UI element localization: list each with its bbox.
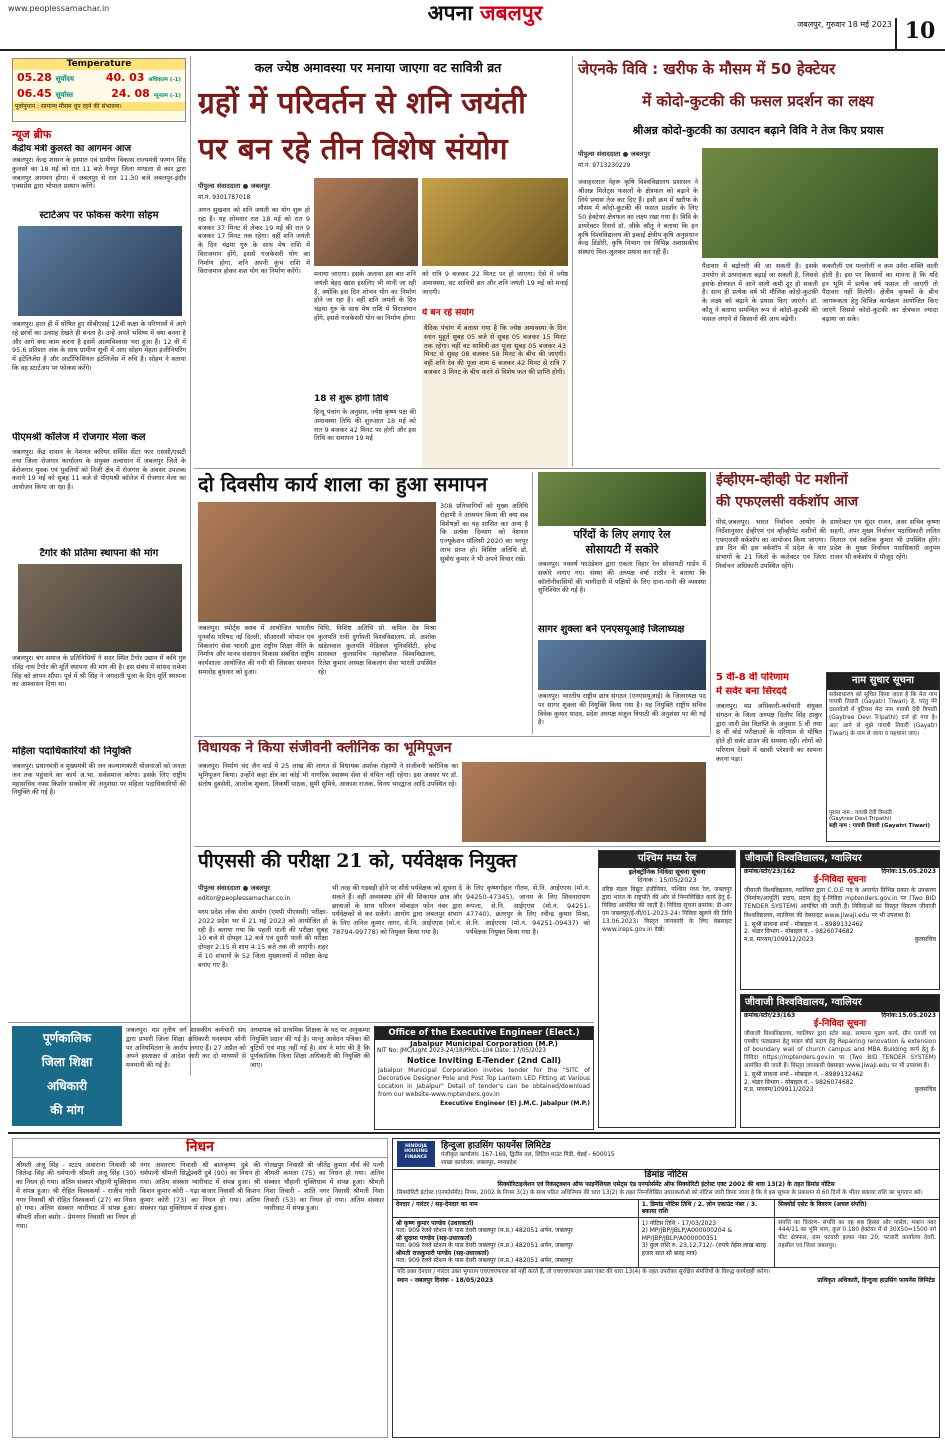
nidhan-title: निधन [13, 1139, 387, 1158]
hinduja-row-3-name: श्रीमती राजकुमारी पाण्डेय (सह-उधारकर्ता) [396, 1249, 490, 1257]
sunrise-label: सूर्योदय [55, 75, 75, 84]
vat-mobile: मो.नं. 9301787018 [198, 194, 251, 201]
section-divider [8, 1022, 594, 1023]
hinduja-row-3-addr: पता: 909 रेलवे स्टेशन के पास देवरी जबलपुर (म.प्र.) 482051 अर्पन, जबलपुर [396, 1257, 573, 1265]
clinic-photo [462, 762, 706, 842]
temperature-title: Temperature [13, 59, 185, 70]
shani-dev-illustration [422, 178, 568, 266]
hinduja-place: स्थान - जबलपुर दिनांक - 18/05/2023 [397, 1277, 494, 1285]
deo-line-4: की मांग [50, 1103, 84, 1117]
jiwaji-1-contact-2: 2. भंडार विभाग - मोबाइल नं. - 9826074682 [744, 928, 854, 936]
deo-box [12, 1026, 122, 1126]
jnkvv-kicker [578, 60, 938, 86]
nidhan-col-1: श्रीमती अंजू सिंह - स्टटप अवाराना निवासी श्री जितेन्द्र सिंह की धर्मपत्नी श्रीमती अंजू सिंह (30) का निधन हो गया। अंतिम संस्कार चौहानी मुक्तिधाम में संपन्न हुआ। श्री रोहित विश्वकर्मा - राजीव गांधी नगर निवासी श्री रोहित विश्वकर्मा (27) का निधन हो गया। अंतिम संस्कार ग्वारीघाट में संपन्न हुआ। श्रीमती शीला बसोर - प्रेमनगर निवासी का निधन हो गया। [16, 1160, 136, 1230]
jiwaji-2-title: जीवाजी विश्वविद्यालय, ग्वालियर [741, 995, 939, 1012]
millet-field-photo [702, 148, 938, 258]
sunset-time: 06.45 [17, 87, 52, 100]
evm-headline-2: की एफएलसी वर्कशॉप आज [716, 494, 859, 510]
hinduja-footer: यदि उक्त देनदार / गारंटर उक्त भुगतान एचएचएफएल को नहीं करते हैं, तो एचएचएफएल उक्त एक्ट की धारा 13(4) के तहत उपरोक्त सुरक्षित संपत्तियों के विरुद्ध कार्यवाही करेगा। [393, 1267, 939, 1278]
hinduja-row-1-addr: पता: 909 रेलवे स्टेशन के पास देवरी जबलपुर (म.प्र.) 482051 अर्पन, जबलपुर [396, 1227, 573, 1235]
jnkvv-headline: में कोदो-कुटकी की फसल प्रदर्शन का लक्ष्य [642, 92, 874, 110]
header-divider [0, 49, 945, 51]
nidhan-col-2: नगर अवतरण निवासी श्री बालकृष्ण दुबे की धर्मपत्नी श्रीमती सिद्धेश्वरी दुबे (90) का निधन हो गया। अंतिम संस्कार ग्वारीघाट में संपन्न हुआ। श्री किशन कुमार कोरी - गढ़ा बाजार निवासी श्री किशन कुमार कोरी (73) का निधन हो गया। अंतिम संस्कार गढ़ा मुक्तिधाम में संपन्न हुआ। [140, 1160, 260, 1213]
jnkvv-text-2: पैदावार में बढ़ोत्तरी की जा सकती है। इसके उपयोग से उत्पादकता बढ़ाई जा सकती है, जिससे इसके क्षेत्रफल में आने वाली कमी दूर हो सकती है। साथ ही प्रत्येक वर्ष भी मौलिक कोदो-कुटकी के लक्ष्य को बढ़ाने के प्रयास किए जाएंगे। डॉ. कौतू ने बताया समन्वित रूप से कोदो-कुटकी की फसल लगाने से किसानों की आय बढ़ेगी। [702, 262, 818, 323]
jiwaji-2-text: जीवाजी विश्वविद्यालय, ग्वालियर द्वारा स्टोर कक्ष, सामान्य मुद्रण कार्य, ग्रीन एनर्जी एवं एमबीए पाठ्यक्रम हेतु साइन बोर्ड प्रदाय हेतु Repairing renovation & extension of boundary wall of church campus and MBA Building कार्य हेतु ई-निविदा https://mptenders.gov.in पर (Two BID TENDER SYSTEM) आमंत्रित की जाती हैं। विस्तृत जानकारी वेबसाइट www.JiwaJi.edu पर भी उपलब्ध है। [744, 1031, 936, 1069]
nsui-headline: सागर शुक्ला बने एनएसयूआई जिलाध्यक्ष [538, 624, 685, 635]
nidhan-section [12, 1138, 388, 1438]
section-divider [194, 736, 710, 737]
jiwaji-2-ref-no: म.प्र. माध्यम/109911/2023 [744, 1086, 814, 1094]
railway-subtitle: इलेक्ट्रॉनिक निविदा सूचना सूचना [628, 867, 706, 876]
name-change-old: पुराना नाम : गायत्री देवी त्रिपाठी [829, 809, 892, 816]
news-brief-title: न्यूज ब्रीफ [12, 128, 52, 141]
nsui-text: जबलपुर। भारतीय राष्ट्रीय छात्र संगठन (एनएसयूआई) के जिलाध्यक्ष पद पर सागर शुक्ला की नियुक्ति किया गया है। यह नियुक्ति राष्ट्रीय सचिव विवेक कुमार यादव, प्रदेश अध्यक्ष मंजुल त्रिपाठी की अनुशंसा पर की गई है। [538, 692, 706, 727]
workshop-text-1: जबलपुर। स्पोर्ट्स क्लब में आयोजित भारतीय पुनर्वास परिषद नई दिल्ली, सीआरसी भोपाल एवं विकलांग सेवा भारती द्वारा राष्ट्रीय शिक्षा नीति के निर्माण और मानव संसाधन विकास संबंधित राष्ट्रीय कार्यशाला आयोजित की गयी थी जिसका समापन समारोह बुधवार को हुआ। [198, 624, 314, 676]
jmc-title: Office of the Executive Engineer (Elect.) [375, 1027, 593, 1040]
psc-byline: पीपुल्स संवाददाता ● जबलपुर [198, 884, 270, 892]
clinic-headline: विधायक ने किया संजीवनी क्लीनिक का भूमिपूजन [198, 740, 452, 756]
deo-text-1: जबलपुर। मप्र तृतीय वर्ग शासकीय कर्मचारी संघ द्वारा प्रभारी जिला शिक्षा अधिकारी घनश्याम सोनी पर अनियमितता के आरोप लगाए हैं। 27 अप्रैल को अपने हस्ताक्षर से आदेश जारी कर दो माध्यमों से मनमानी की गई है। [126, 1026, 246, 1070]
brief-5-head: महिला पदाधिकारियों की नियुक्ति [12, 746, 132, 757]
psc-headline: पीएससी की परीक्षा 21 को, पर्यवेक्षक नियुक्त [198, 850, 517, 872]
column-divider [532, 472, 533, 734]
min-label: न्यूनतम (-1) [153, 93, 181, 99]
section-divider [194, 846, 940, 847]
jmc-text: Jabalpur Municipal Corporation invites tender for the "SITC of Decorative Designer Pole and Post Top Lantern LED Fitting at Various Location in Jabalpur" Detail of tender's can be obtained/download from our website-www.mptenders.gov.in [378, 1066, 590, 1098]
jiwaji-2-contact-2: 2. भंडार विभाग - मोबाइल नं. - 9826074682 [744, 1078, 854, 1086]
jiwaji-2-contact-1: 1. सुश्री साधना शर्मा - मोबाइल नं. - 8989132462 [744, 1071, 864, 1079]
bang-samaj-photo [18, 564, 182, 652]
hinduja-col-header-2: 1. डिमांड नोटिस तिथि / 2. लोन एकाउंट नंबर / 3. बकाया राशि [639, 1200, 776, 1217]
vat-text-2: मनाया जाएगा। इसके अलावा इस बार शनि जयंती बेहद खास इसलिए भी मानी जा रही है, क्योंकि इस दिन शोभन योग का निर्माण होने जा रहा है। वहीं शनि जयंती के दिन चंद्रमा गुरु के साथ मेष राशि में विराजमान होंगे, इससे गजकेसरी योग का निर्माण होगा। [314, 270, 416, 322]
vat-savitri-headline-2: पर बन रहे तीन विशेष संयोग [198, 132, 508, 167]
jmc-nit: NIT No: JMC/Light 2023-24/18/PROL-104 Date: 17/05/2023 [377, 1048, 546, 1055]
brief-1-head: केंद्रीय मंत्री कुलस्ते का आगमन आज [12, 144, 131, 154]
vat-box-head: ये बन रहे संयोग [422, 308, 474, 318]
jmc-org: Jabalpur Municipal Corporation (M.P.) [410, 1039, 558, 1048]
vat-text-3: हिन्दू पंचांग के अनुसार, ज्येष्ठ कृष्ण पक्ष की अमावस्या तिथि की शुरुआत 18 मई को रात 9 बजकर 42 मिनट पर होगी और इस तिथि का समापन 19 मई [314, 408, 416, 443]
evm-headline-1: ईव्हीएम-व्हीव्ही पेट मशीनों [716, 472, 848, 488]
deo-text-2: अध्यापक को प्राथमिक शिक्षक के पद पर अनुकम्पा नियुक्ति प्रदान की गई है। परन्तु आवेदन पत्रिका की त्रुटियों एवं माह नहीं गई है। संघ ने मांग की है कि पूर्णकालिक जिला शिक्षा अधिकारी की नियुक्ति की जाए। [250, 1026, 370, 1070]
brief-2-text: जबलपुर। हाल ही में घोषित हुए सीबीएसई 12वीं कक्षा के परिणामों में आगे रहे छात्रों का उत्साह देखते ही बनता है। उन्हें अपने भविष्य में क्या बनना है और आगे क्या काम करना है इसमें आत्मविश्वास भरा हुआ है। 12 वीं में 95.6 प्रतिशत अंक के साथ ग्रामीण सूची में आए सोहम मेहता इंजीनियरिंग में इंटेलिजेंस है और आर्टीफिशियल इंटेलिजेंस में रुचि है। सोहम ने बताया कि वह स्टार्टअप पर फोकस करेंगे। [12, 320, 186, 372]
railway-tender [598, 850, 736, 1128]
clinic-text: जबलपुर। निर्माण चंद जैन वार्ड में 25 लाख की लागत से विधायक अशोक रोहाणी ने संजीवनी क्लीनिक का भूमिपूजन किया। उन्होंने कहा क्षेत्र का कोई भी नागरिक स्वास्थ्य सेवा से वंचित नहीं रहेगा। इस अवसर पर डॉ. संतोष दुबसेवी, आलोक शुक्ला, लिकर्षी पाठक, सुमी सुमित्रे, आकाश राजक, विनय भारद्वाज आदि उपस्थित रहे। [198, 762, 458, 788]
hinduja-row-1-name: श्री कृष्ण कुमार पाण्डेय (उधारकर्ता) [396, 1219, 474, 1227]
brief-5-text: जबलपुर। प्रधानमंत्री व मुख्यमंत्री की जन कल्याणकारी योजनाओं को जनता जन तक पहुंचाने का कार्य अ.भा. सर्वसमाज करेगा। इसके लिए राष्ट्रीय महासचिव नफ्स किशोर सक्सेना की अनुशंसा पर महिला पदाधिकारियों की नियुक्ति की गई है। [12, 762, 186, 797]
vat-text-4: को रात्रि 9 बजकर 22 मिनट पर हो जाएगा। ऐसे में ज्येष्ठ अमावस्या, वट सावित्री व्रत और शनि जयंती 19 मई को मनाई जाएगी। [422, 270, 568, 296]
jiwaji-2-date: दिनांक:15.05.2023 [881, 1011, 936, 1019]
min-temp: 24. 08 [111, 87, 150, 100]
jmc-notice: Notice Inviting E-Tender (2nd Call) [407, 1055, 561, 1065]
max-temp: 40. 03 [105, 71, 145, 85]
masthead-right: जबलपुर [480, 0, 543, 25]
name-change-title: नाम सुधार सूचना [827, 673, 939, 690]
vat-savitri-headline-1: ग्रहों में परिवर्तन से शनि जयंती [198, 86, 526, 121]
workshop-photo [198, 502, 436, 622]
jiwaji-1-contact-1: 1. सुश्री साधना शर्मा - मोबाइल नं. - 8989132462 [744, 920, 864, 928]
hinduja-company: हिन्दुजा हाउसिंग फायनेंस लिमिटेड [441, 1141, 551, 1152]
jiwaji-1-notice: ई-निविदा सूचना [813, 875, 867, 885]
deo-line-2: जिला शिक्षा [41, 1055, 93, 1069]
vat-text-1: अगन सुखवार को शनि जयंती का योग शुरू हो रहा है। यह सोमवार रात 18 मई को रात 9 बजकर 37 मिनट से लेकर 19 मई की रात 9 बजकर 17 मिनट तक रहेगा। वहीं शनि जयंती के दिन चंद्रमा गुरु के साथ मेष राशि में विराजमान होंगे, इससे गजकेसरी योग का निर्माण होगा, शनि अपनी कुंभ राशि में विराजमान होकर शश योग का निर्माण करेंगे। [198, 206, 310, 276]
page-number: 10 [895, 18, 943, 50]
nidhan-col-3: गोरखपुर निवासी श्री जीतेंद्र कुमार मौर्य की पत्नी श्रीमती कमला (75) का निधन हो गया। अंतिम संस्कार चौहानी मुक्तिधाम में संपन्न हुआ। श्रीमती निशा तिवारी - शांति नगर निवासी श्रीमती निशा तिवारी (53) का निधन हो गया। अंतिम संस्कार ग्वारीघाट में संपन्न हुआ। [264, 1160, 384, 1213]
hinduja-address: पंजीकृत कार्यालय: 167-169, द्वितीय तल, लिटिल माउंट गिंडी, चेन्नई - 600015 [441, 1152, 615, 1159]
vat-byline: पीपुल्स संवाददाता ● जबलपुर [198, 182, 270, 190]
masthead [380, 0, 590, 28]
jnkvv-mobile: मो.नं. 9713230229 [578, 162, 631, 169]
hinduja-logo: HINDUJA HOUSING FINANCE [397, 1141, 435, 1167]
hinduja-row-2-name: श्री सुदामा पाण्डेय (सह-उधारकर्ता) [396, 1234, 473, 1242]
name-change-old-en: (Gaytree Devi Tripathi) [829, 816, 892, 823]
vat-savitri-kicker: कल ज्येष्ठ अमावस्या पर मनाया जाएगा वट सावित्री व्रत [254, 60, 502, 75]
workshop-text-3: 308 प्रतिभागियों को मुख्य अतिथि रोहाणी ने अध्ययन किया की क्या सब विशेषज्ञों का यह शासित कर अन्य है कि प्रत्येक दिव्यांग को नेशनल एज्यूकेशन पॉलिसी 2020 का भरपूर लाभ प्राप्त हो। विशिष्ट अतिथि डॉ. सुबोध कुमार ने भी अपने विचार रखे। [440, 502, 528, 563]
forecast: पूर्वानुमान : सामान्य मौसम धूप रहने की संभावना। [13, 102, 185, 112]
birds-photo [538, 472, 706, 526]
hinduja-heading: सिक्योरिटाइजेशन एवं रिकंस्ट्रक्शन ऑफ फाइनेंशियल एसेट्स एंड एनफोर्समेंट ऑफ सिक्योरिटी इंटरेस्ट एक्ट 2002 की धारा 13(2) के तहत डिमांड नोटिस [497, 1181, 835, 1189]
sakore-headline-1: परिंदों के लिए लगाए रेल [573, 528, 671, 541]
railway-title: पश्चिम मध्य रेल [599, 851, 735, 868]
hinduja-sign: प्राधिकृत अधिकारी, हिन्दुजा हाउसिंग फायनेंस लिमिटेड [817, 1277, 935, 1285]
jnkvv-text-3: ककरौली एवं पल्लोली व कम उर्वरा शक्ति वाली होती है। इस पर किसानों का मानना है कि यदि इन भूमि में प्रत्येक वर्ष फसल ली जाएगी तो पैदावार नहीं मिलेगी। क्षेत्रीय कृषकों के बीच जागरूकता हेतु विभिन्न कार्यक्रम आयोजित किए जाएंगे जिससे कोदो-कुटकी का क्षेत्रफल ज्यादा बढ़ाया जा सके। [822, 262, 938, 323]
sunrise-time: 05.28 [17, 71, 52, 85]
hinduja-intro: सिक्योरिटी इंटरेस्ट (एनफोर्समेंट) नियम, 2002 के नियम 3(1) के साथ पठित अधिनियम की धारा 13(2) के तहत निम्नलिखित उधारकर्ताओं को नोटिस जारी किया जाता है कि वे इस सूचना के प्रकाशन से 60 दिनों के भीतर बकाया राशि का भुगतान करें। [397, 1189, 923, 1196]
hinduja-col-header-1: देनदार / गारंटर / सह-देनदार का नाम [393, 1200, 639, 1217]
jnkvv-subhead: श्रीअन्न कोदो-कुटकी का उत्पादन बढ़ाने विवि ने तेज किए प्रयास [632, 124, 884, 137]
brief-1-text: जबलपुर। केन्द्र शासन के इस्पात एवं ग्रामीण विकास राज्यमंत्री फग्गन सिंह कुलस्ते का 18 मई को रात 11 बजे नैनपुर जिला मण्डला से कार द्वारा जबलपुर आगमन होगा। वे जबलपुर से रात 11.30 बजे जबलपुर-इंदौर एक्सप्रेस द्वारा भोपाल प्रस्थान करेंगे। [12, 156, 186, 191]
jiwaji-1-ref: क्रमांक/स्टोर/23/162 [744, 867, 796, 875]
jmc-tender [374, 1026, 594, 1130]
name-change-notice [826, 672, 940, 842]
brief-3-head: पीएमश्री कॉलेज में रोजगार मेला कल [12, 432, 146, 443]
workshop-headline: दो दिवसीय कार्य शाला का हुआ समापन [198, 472, 488, 496]
jiwaji-2-sign: कुलसचिव [914, 1086, 936, 1094]
column-divider [190, 56, 191, 1076]
result-headline-1: 5 वीं-8 वीं परिणाम [716, 672, 789, 683]
hinduja-property: संपत्ति का विवरण- संपत्ति का वह सब हिस्सा और पार्सल, मकान नंबर 444/11 का भूमि भाग, कुल 0.180 हेक्टेयर में से 30X50=1500 वर्ग फीट क्षेत्रफल, ग्राम पटवारी हल्का नंबर 20, पटवारी कार्यालय देवरी, तहसील एवं जिला जबलपुर। [778, 1219, 936, 1249]
jiwaji-1-sign: कुलसचिव [914, 935, 936, 943]
website-url[interactable]: www.peoplessamachar.in [8, 4, 110, 13]
psc-email[interactable]: editor@peoplessamachar.co.in [198, 895, 291, 902]
evm-text-1: पीसं,जबलपुर। भारत निर्वाचन आयोग के निर्देशानुसार ईव्हीएम एवं व्हीव्हीपेट मशीनों की एफएलसी वर्कशॉप का आयोजन किया जाएगा। इस दिन की इस वर्कशॉप में प्रदेश के चार संभागों के 21 जिलों के कलेक्टर एवं जिला निर्वाचन अधिकारी उपस्थित रहेंगे। [716, 518, 826, 570]
students-photo [18, 226, 182, 316]
temperature-box [12, 58, 186, 122]
hinduja-row-2-addr: पता: 909 रेलवे स्टेशन के पास देवरी जबलपुर (म.प्र.) 482051 अर्पन, जबलपुर [396, 1242, 573, 1250]
sunset-label: सूर्यास्त [55, 91, 73, 99]
deo-line-1: पूर्णकालिक [42, 1031, 92, 1045]
psc-text-3: के लिए कृष्णगोहल गौतम, से.नि. आईएएस (मो.नं. 94250-47345), जानम के लिए शिवनारायण रूपला, से.नि. आईएएस (मो.नं. 94251-47740), छतरपुर के लिए रवीन्द्र कुमार मिश्रा, से.नि. आईएएस (मो.नं. 94251-09437) को पर्यवेक्षक नियुक्त किया गया है। [466, 884, 590, 936]
psc-text-1: मध्य प्रदेश लोक सेवा आयोग (एमपी पीएससी) परीक्षा- 2022 प्रदेश भर में 21 मई 2023 को आयोजित हो रही है। बताया गया कि पहली पाली की परीक्षा सुबह 10 बजे से दोपहर 12 बजे एवं दूसरी पाली की परीक्षा दोपहर 2:15 से शाम 4:15 बजे तक ली जाएगी। शहर में 10 संभागों के 52 जिला मुख्यालयों में परीक्षा केन्द्र बनाए गए हैं। [198, 908, 328, 969]
name-change-new: सही नाम : गायत्री तिवारी (Gayatri Tiwari) [829, 823, 931, 830]
column-divider [572, 56, 573, 466]
vat-box-text: वैदिक पंचांग में बताया गया है कि ज्येष्ठ अमावस्या के दिन स्नान मुहूर्त सुबह 05 बजे से सुबह 05 बजकर 15 मिनट तक रहेगा। वहीं वट सावित्री व्रत पूजा सुबह 05 बजकर 43 मिनट से सुबह 08 बजकर 58 मिनट के बीच की जाएगी। वहीं शनि देव की पूजा शाम 6 बजकर 42 मिनट से रात्रि 7 बजकर 3 मिनट के बीच करने से विशेष फल की प्राप्ति होगी। [422, 322, 568, 468]
brief-4-head: टैगोर की प्रतिमा स्थापना की मांग [39, 548, 159, 559]
hinduja-notice-type: डिमांड नोटिस [644, 1170, 688, 1180]
vat-subhead: 18 से शुरू होगी तिथि [314, 394, 389, 404]
result-text: जबलपुर। मप्र अधिकारी-कर्मचारी संयुक्त संगठन के जिला अध्यक्ष दिलीप सिंह ठाकुर द्वारा जारी प्रेस विज्ञप्ति के अनुसार 5 वीं तथा 8 वीं बोर्ड परीक्षाओं के परिणाम से घोषित होते ही सर्वर डाउन की समस्या रही। लोगों को परिणाम देखने में खासी परेशानी का सामना करना पड़ा। [716, 702, 822, 763]
jmc-sign: Executive Engineer (E) J.M.C. Jabalpur (M.P.) [440, 1099, 590, 1107]
psc-text-2: भी तरह की गड़बड़ी होने पर सीधे पर्यवेक्षक को सूचना दे सकते हैं। वहीं अव्यवस्था होने की शिकायत छात्र और छात्राओं के साथ परिजन मोबाइल फोन नंबर द्वारा पर्यवेक्षकों से कर सकेंगे। आयोग द्वारा जबलपुर संभाग के लिए अनिल कुमार नागर, से.नि. आईएएस (मो.नं. 78794-99778) को नियुक्त किया गया है। [332, 884, 462, 936]
jiwaji-1-date: दिनांक:15.05.2023 [881, 867, 936, 875]
sakore-text: जबलपुर। नववर्ष फाउंडेशन द्वारा एकता विहार रेल सोसायटी गार्डन में सकोरे लगाए गए। संस्था की अध्यक्ष वर्षा राठौर ने बताया कि कॉलोनीवासियों की भागीदारी में पक्षियों के लिए दाना-पानी की व्यवस्था सुनिश्चित की गई है। [538, 560, 706, 595]
jiwaji-2-notice: ई-निविदा सूचना [813, 1019, 867, 1029]
jiwaji-tender-1 [740, 850, 940, 990]
jnkvv-kicker-right: खरीफ के मौसम में 50 हेक्टेयर [663, 60, 836, 78]
section-divider [8, 1132, 940, 1134]
masthead-left: अपना [427, 0, 473, 25]
brief-4-text: जबलपुर। बंग समाज के प्रतिनिधियों ने सदर स्थित टैगोर उद्यान में कवि गुरु रविंद्र नाथ टैगोर की मूर्ति स्थापना की मांग की है। इस संबंध में सांसद राकेश सिंह को ज्ञापन सौंपा। पूर्व में श्री सिंह ने जगदाती पूजा के दिन मूर्ति स्थापना का आश्वासन दिया था। [12, 654, 186, 689]
hinduja-branch: शाखा कार्यालय: जबलपुर, मध्यप्रदेश [441, 1159, 517, 1166]
jiwaji-1-text: जीवाजी विश्वविद्यालय, ग्वालियर द्वारा C.O.E पद के अन्तर्गत विभिन्न प्रकार के उपकरण (निर्माण/आपूर्ति) प्रदाय, प्रदाय हेतु ई-निविदा mptenders.gov.in पर (Two BID TENDER SYSTEM) आमंत्रित की जाती हैं। निविदाओं का विस्तृत विवरण जीवाजी विश्वविद्यालय, ग्वालियर की वेबसाइट www.JiwaJi.edu पर भी उपलब्ध है। [744, 887, 936, 919]
jiwaji-2-ref: क्रमांक/स्टोर/23/163 [744, 1011, 796, 1019]
deo-line-3: अधिकारी [47, 1079, 87, 1093]
jiwaji-1-ref-no: म.प्र. माध्यम/109912/2023 [744, 935, 814, 943]
brief-2-head: स्टार्टअप पर फोकस करेगा सोहम [39, 210, 159, 221]
nsui-photo [538, 640, 706, 690]
jnkvv-byline: पीपुल्स संवाददाता ● जबलपुर [578, 150, 650, 158]
workshop-text-2: विधि, विशिष्ट अतिथि प्रो. कपिल देव मिश्रा कुलपति रानी दुर्गावती विश्वविद्यालय, प्रो. अशोक खंडेलवाल कुलपति मेडिकल यूनिवर्सिटी, हरेन्द्र सारस्वत कुलसचिव महाकौशल विश्वविद्यालय, रितेश कुमार अध्यक्ष विकलांग सेवा भारती उपस्थित रहे। [318, 624, 436, 676]
hinduja-col-header-3: सिक्योर्ड एसेट के विवरण (अचल संपत्ति) [778, 1200, 867, 1208]
column-divider [710, 472, 711, 734]
section-divider [194, 468, 940, 469]
max-label: अधिकतम (-1) [148, 77, 181, 84]
evm-text-2: डायरेक्टर एम सुंदर राजन, अवर सचिव कृष्णा सहनी, अपर मुख्य निर्वाचन पदाधिकारी ललित निलाल एवं स्वतिक कुमार भी उपस्थित होंगे। प्रदेश के मुख्य निर्वाचन पदाधिकारी अनुपम राजन भी वर्कशॉप में मौजूद रहेंगे। [830, 518, 940, 562]
hinduja-loan-no: 2) MP/JBP/JBLP/A000000204 & MP/JBP/JBLP/A000000351 [641, 1227, 733, 1242]
hinduja-demand-notice [392, 1138, 940, 1438]
jiwaji-1-title: जीवाजी विश्वविद्यालय, ग्वालियर [741, 851, 939, 868]
issue-date: जबलपुर, गुरुवार 18 मई 2023 [797, 20, 892, 29]
result-headline-2: में सर्वर बना सिरदर्द [716, 686, 787, 697]
jnkvv-text-1: जवाहरलाल नेहरू कृषि विश्वविद्यालय प्रशासन ने श्रीअन्न मिलेट्स फसलों के क्षेत्रफल को बढ़ाने के लिये प्रयास तेज कर दिए हैं। इसी क्रम में खरीफ के मौसम में कोदो-कुटकी की फसल प्रदर्शन के लिए 50 हेक्टेयर क्षेत्रफल का लक्ष्य रखा गया है। विवि के डायरेक्टर रिसर्च डॉ. जीके कौतू ने बताया कि इन कृषि विश्वविद्यालय की इकाई क्षेत्रीय कृषि अनुसंधान केन्द्र डिंडोरी, कृषि विभाग एवं विभिन्न अशासकीय संस्थाएं मिल-जुलकर प्रयास कर रही हैं। [578, 178, 698, 257]
jiwaji-tender-2 [740, 994, 940, 1128]
name-change-text: सर्वसाधारण को सूचित किया जाता है कि मेरा नाम गायत्री तिवारी (Gayatri Tiwari) है, परंतु मेरे दस्तावेजों में त्रुटिवश मेरा नाम गायत्री देवी त्रिपाठी (Gaytree Devi Tripathi) दर्ज हो गया है। अतः आगे से मुझे गायत्री तिवारी (Gayatri Tiwari) के नाम से जाना व पहचाना जाए। [829, 691, 937, 737]
railway-date: दिनांक : 15/05/2023 [637, 875, 697, 884]
sakore-headline-2: सोसायटी में सकोरे [585, 543, 659, 556]
brief-3-text: जबलपुर। केंद्र शासन के नेशनल करियर सर्विस सेंटर फार एससी/एसटी तथा जिला रोजगार कार्यालय के संयुक्त तत्वाधान में जबलपुर जिले के बेरोजगार युवक एवं युवतियों को निजी क्षेत्र में रोजगार के अवसर उपलब्ध कराने 19 मई को सुबह 11 बजे से पीएमश्री कॉलेज में रोजगार मेला का आयोजन किया जा रहा है। [12, 448, 186, 492]
hinduja-notice-date: 1) नोटिस तिथि - 17/03/2023 [641, 1219, 717, 1227]
jnkvv-kicker-left: जेएनके विवि : [578, 60, 659, 78]
vat-savitri-photo [314, 178, 418, 266]
railway-text: वरिष्ठ मंडल विद्युत इंजीनियर, पश्चिम मध्य रेल, जबलपुर द्वारा भारत के राष्ट्रपति की ओर से निम्नलिखित कार्य हेतु ई-निविदा आमंत्रित की जाती है। निविदा सूचना क्रमांक: डी-आर एम जबलपुर/ई-वी/01-2023-24। निविदा खुलने की तिथि 13.06.2023। विस्तृत जानकारी के लिए वेबसाइट www.ireps.gov.in देखें। [602, 885, 732, 934]
hinduja-amount: 3) कुल राशि रु. 23,12,712/- (रुपये तेईस लाख बारह हजार सात सौ बारह मात्र) [641, 1242, 767, 1257]
